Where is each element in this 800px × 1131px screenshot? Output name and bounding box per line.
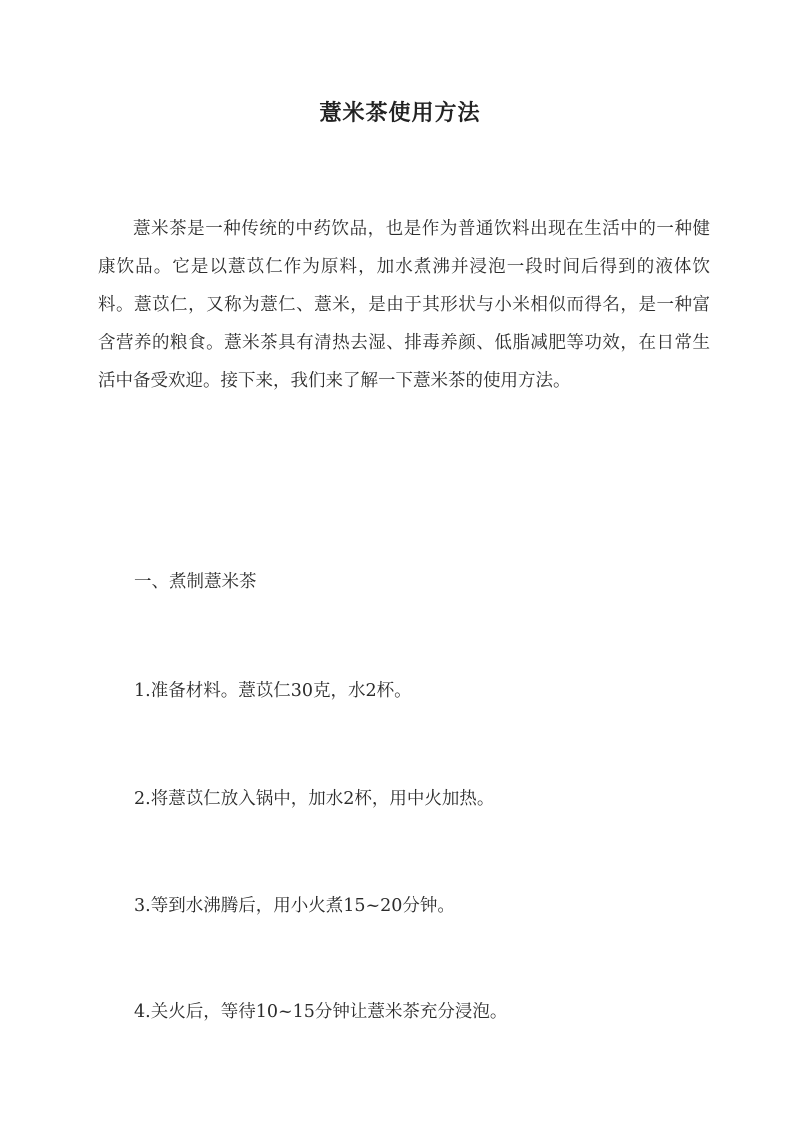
section-heading: 一、煮制薏米茶	[134, 572, 257, 592]
step-item-4: 4.关火后，等待10~15分钟让薏米茶充分浸泡。	[134, 1002, 508, 1022]
step-item-3: 3.等到水沸腾后，用小火煮15~20分钟。	[134, 896, 455, 916]
step-item-2: 2.将薏苡仁放入锅中，加水2杯，用中火加热。	[134, 789, 495, 809]
step-item-1: 1.准备材料。薏苡仁30克，水2杯。	[134, 681, 412, 701]
page-title: 薏米茶使用方法	[319, 100, 481, 126]
intro-paragraph: 薏米茶是一种传统的中药饮品，也是作为普通饮料出现在生活中的一种健康饮品。它是以薏苡仁作为原料，加水煮沸并浸泡一段时间后得到的液体饮料。薏苡仁，又称为薏仁、薏米，是由于其形状与小米相似而得名，是一种富含营养的粮食。薏米茶具有清热去湿、排毒养颜、低脂减肥等功效，在日常生活中备受欢迎。接下来，我们来了解一下薏米茶的使用方法。	[98, 219, 710, 391]
